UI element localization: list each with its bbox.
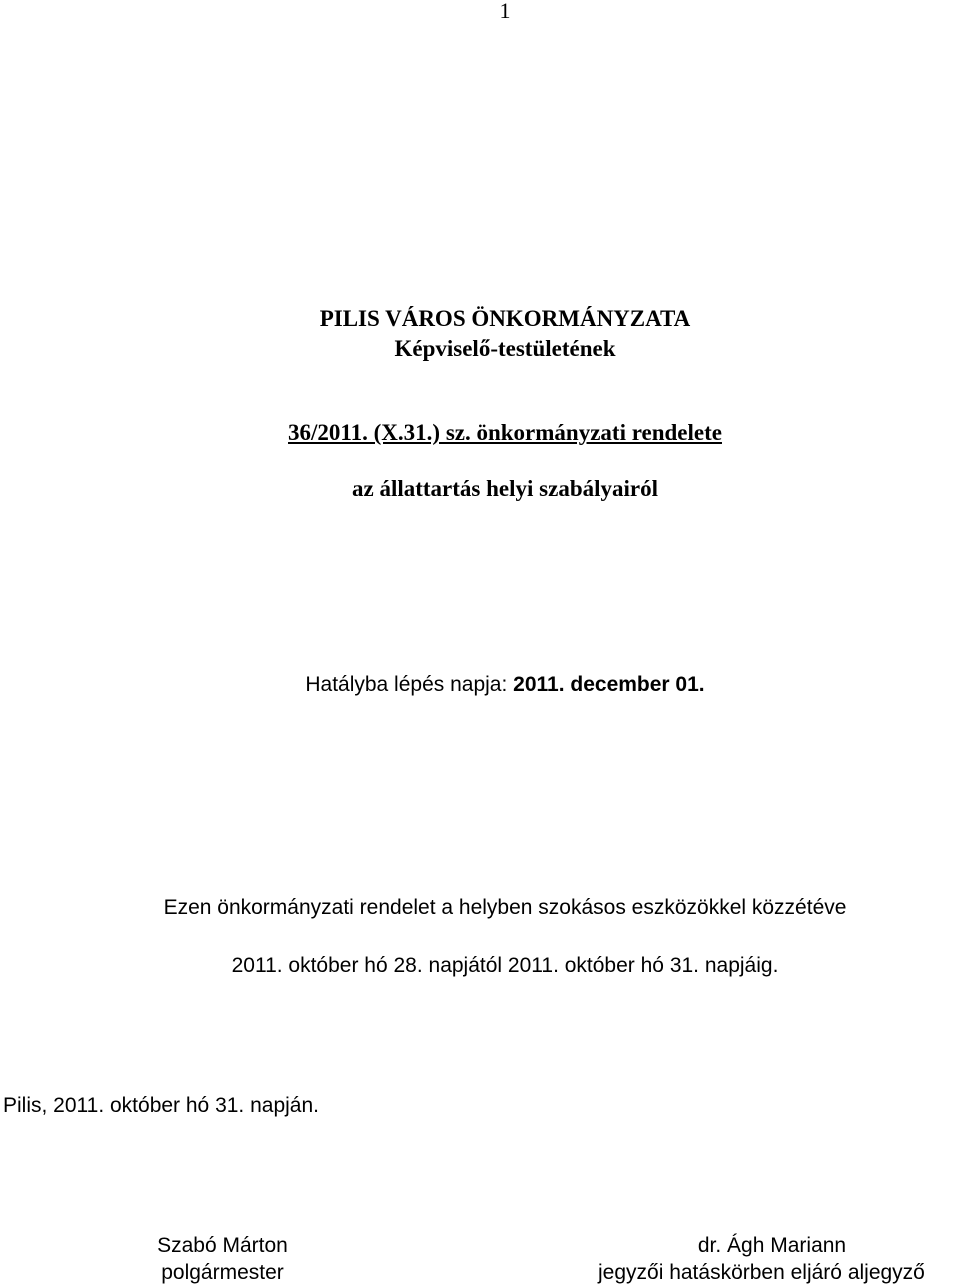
signatory-name: dr. Ágh Mariann (697, 1234, 847, 1257)
signatory-name: Szabó Márton (157, 1234, 288, 1257)
publication-note-line1: Ezen önkormányzati rendelet a helyben szokásos eszközökkel közzétéve (163, 896, 847, 919)
effective-date-label: Hatályba lépés napja: (305, 673, 514, 696)
decree-subject: az állattartás helyi szabályairól (352, 476, 658, 501)
decree-number: 36/2011. (X.31.) sz. önkormányzati rendelete (288, 420, 722, 445)
signature-block-notary (584, 1232, 960, 1286)
page-number: 1 (499, 0, 511, 23)
place-and-date: Pilis, 2011. október hó 31. napján. (3, 1094, 319, 1117)
signatory-title: polgármester (161, 1261, 284, 1284)
issuer-body: Képviselő-testületének (394, 336, 616, 361)
effective-date-value: 2011. december 01. (513, 673, 705, 696)
effective-date-line (0, 673, 960, 697)
issuer-name: PILIS VÁROS ÖNKORMÁNYZATA (319, 306, 691, 331)
signature-block-mayor (100, 1232, 345, 1286)
signatory-title: jegyzői hatáskörben eljáró aljegyző (598, 1261, 925, 1284)
publication-note-line2: 2011. október hó 28. napjától 2011. október hó 31. napjáig. (231, 954, 779, 977)
